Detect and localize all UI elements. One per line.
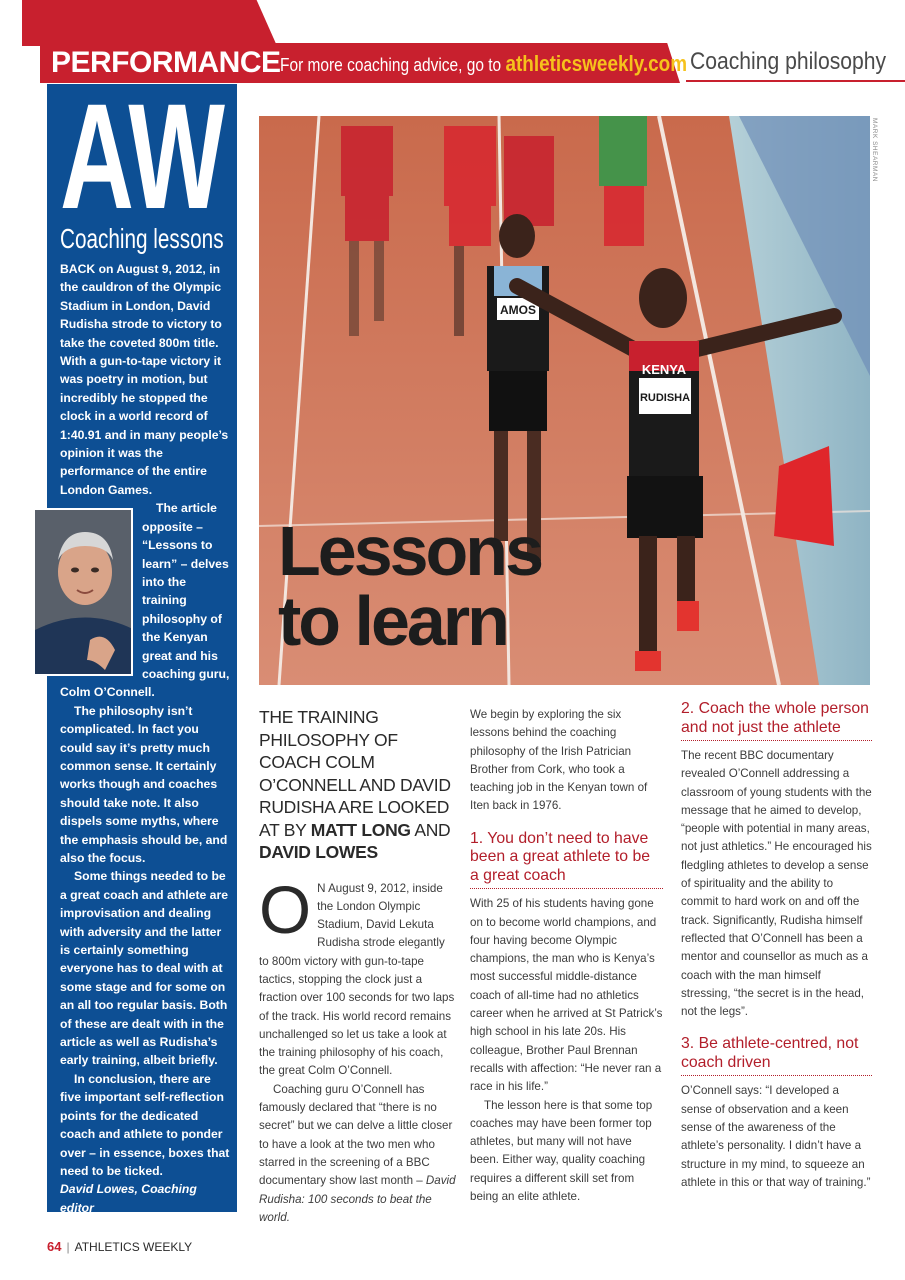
sidebar-paragraph: BACK on August 9, 2012, in the cauldron of the Olympic Stadium in London, David Rudisha strode to victory to take the coveted 800m title. With a gun-to-tape victory it was poetry in motion, but incredibly he stopped the clock in a world record of 1:40.91 and in many people’s opinion it was the performance of the entire London Games. [60, 262, 229, 497]
article-title-line2: to learn [278, 582, 507, 660]
promo-line [280, 50, 687, 79]
standfirst-and: AND [414, 819, 451, 840]
sidebar-text [60, 260, 232, 1217]
lesson-2-paragraph: The recent BBC documentary revealed O’Connell addressing a classroom of young students with the message that he aimed to develop, “people with potential in many areas, not just athletics.” He encouraged his fledgling athletes to develop a sense of spirituality and the ability to commit to hard work on and off the track. Significantly, Rudisha himself reflected that O’Connell has been a mentor and counsellor as much as a coach with the man himself stressing, “the secret is in the head, not the legs”. [681, 749, 872, 1019]
body-paragraph: We begin by exploring the six lessons behind the coaching philosophy of the Irish Patrician Brother from Cork, who took a teaching job in the Kenyan town of Iten back in 1976. [470, 708, 648, 813]
section-label: PERFORMANCE [51, 46, 281, 79]
category-label: Coaching philosophy [690, 48, 887, 75]
lesson-3-heading: 3. Be athlete-centred, not coach driven [681, 1035, 872, 1076]
article-title-line1: Lessons [278, 512, 541, 590]
intro-text: N August 9, 2012, inside the London Olympic Stadium, David Lekuta Rudisha strode elegantly to 800m victory with gun-to-tape tactics, stopping the clock just a fraction over 100 seconds for two laps of the track. His world record remains unchallenged so let us take a look at the training philosophy of his coach, the great Colm O’Connell. [259, 881, 455, 1078]
footer-separator: | [66, 1240, 70, 1254]
lesson-1-paragraph: The lesson here is that some top coaches may have been former top athletes, but many will not have been. Either way, quality coaching requires a different skill set from being an elite athlete. [470, 1098, 653, 1204]
body-text: Coaching guru O’Connell has famously declared that “there is no secret” but we can delve a little closer to have a look at the two men who starred in the screening of a BBC documentary show last month – [259, 1082, 453, 1188]
publication-name: ATHLETICS WEEKLY [74, 1240, 193, 1254]
page-number: 64 [47, 1239, 62, 1254]
article-column-2 [470, 706, 663, 1206]
editor-portrait-photo [33, 508, 133, 676]
lesson-3-paragraph: O’Connell says: “I developed a sense of observation and a keen sense of the awareness of the athlete’s personality. I didn’t have a structure in my mind, to squeeze an athlete in this or that way of training.” [681, 1084, 871, 1189]
page-footer [47, 1240, 192, 1254]
body-paragraph [259, 1081, 457, 1227]
portrait-illustration [35, 510, 133, 676]
intro-paragraph [259, 872, 457, 1081]
author-2: DAVID LOWES [259, 842, 378, 862]
sidebar-paragraph: The article opposite – “Lessons to learn” – delves into the training philosophy of the Kenyan great and his coaching guru, Colm O’Connell. [60, 501, 230, 700]
bib-other: AMOS [500, 303, 536, 317]
bib-main: RUDISHA [639, 392, 691, 404]
sidebar-paragraph: In conclusion, there are five important self-reflection points for the dedicated coach and athlete to ponder over – in essence, boxes that need to be ticked. [60, 1071, 230, 1178]
aw-logo-text: AW [60, 100, 225, 212]
documentary-title: David Rudisha: 100 seconds to beat the world. [259, 1174, 456, 1224]
article-title [278, 512, 541, 660]
promo-prefix: For more coaching advice, go to [280, 55, 502, 75]
aw-logo [60, 100, 225, 212]
lesson-1-heading: 1. You don’t need to have been a great athlete to be a great coach [470, 830, 663, 890]
standfirst [259, 706, 457, 864]
drop-cap: O [259, 872, 312, 948]
lesson-1-paragraph: With 25 of his students having gone on to become world champions, and four having become Olympic champions, the man who is Kenya’s most successful middle-distance coach of all-time had no athletics career when he arrived at St Patrick’s high school in his late 20s. His colleague, Brother Paul Brennan recalls with affection: “He never ran a race in his life.” [470, 897, 663, 1094]
promo-site-link[interactable]: athleticsweekly.com [505, 51, 688, 76]
author-1: MATT LONG [310, 819, 411, 840]
photo-credit: MARK SHEARMAN [871, 118, 878, 182]
lesson-2-heading: 2. Coach the whole person and not just the athlete [681, 700, 872, 741]
sidebar-signature: David Lowes, Coaching editor [60, 1182, 197, 1215]
category-rule [686, 80, 905, 82]
sidebar-paragraph: The philosophy isn’t complicated. In fact you could say it’s pretty much common sense. It certainly works though and coaches should take note. It also dispels some myths, where the emphasis should be, and also the focus. [60, 703, 228, 865]
bib-country: KENYA [641, 362, 687, 377]
article-column-1 [259, 706, 457, 1227]
header-tab-shape [22, 0, 277, 46]
sidebar-heading: Coaching lessons [60, 223, 224, 254]
article-column-3 [681, 700, 872, 1192]
standfirst-lead: THE TRAINING PHILOSOPHY OF COACH COLM O’CONNELL AND DAVID RUDISHA ARE LOOKED AT BY [259, 707, 451, 840]
sidebar-paragraph: Some things needed to be a great coach and athlete are improvisation and dealing with adversity and the latter is certainly something everyone has to deal with at some stage and for some on an all too regular basis. Both of these are dealt with in the article as well as Rudisha’s early training, albeit briefly. [60, 869, 228, 1068]
